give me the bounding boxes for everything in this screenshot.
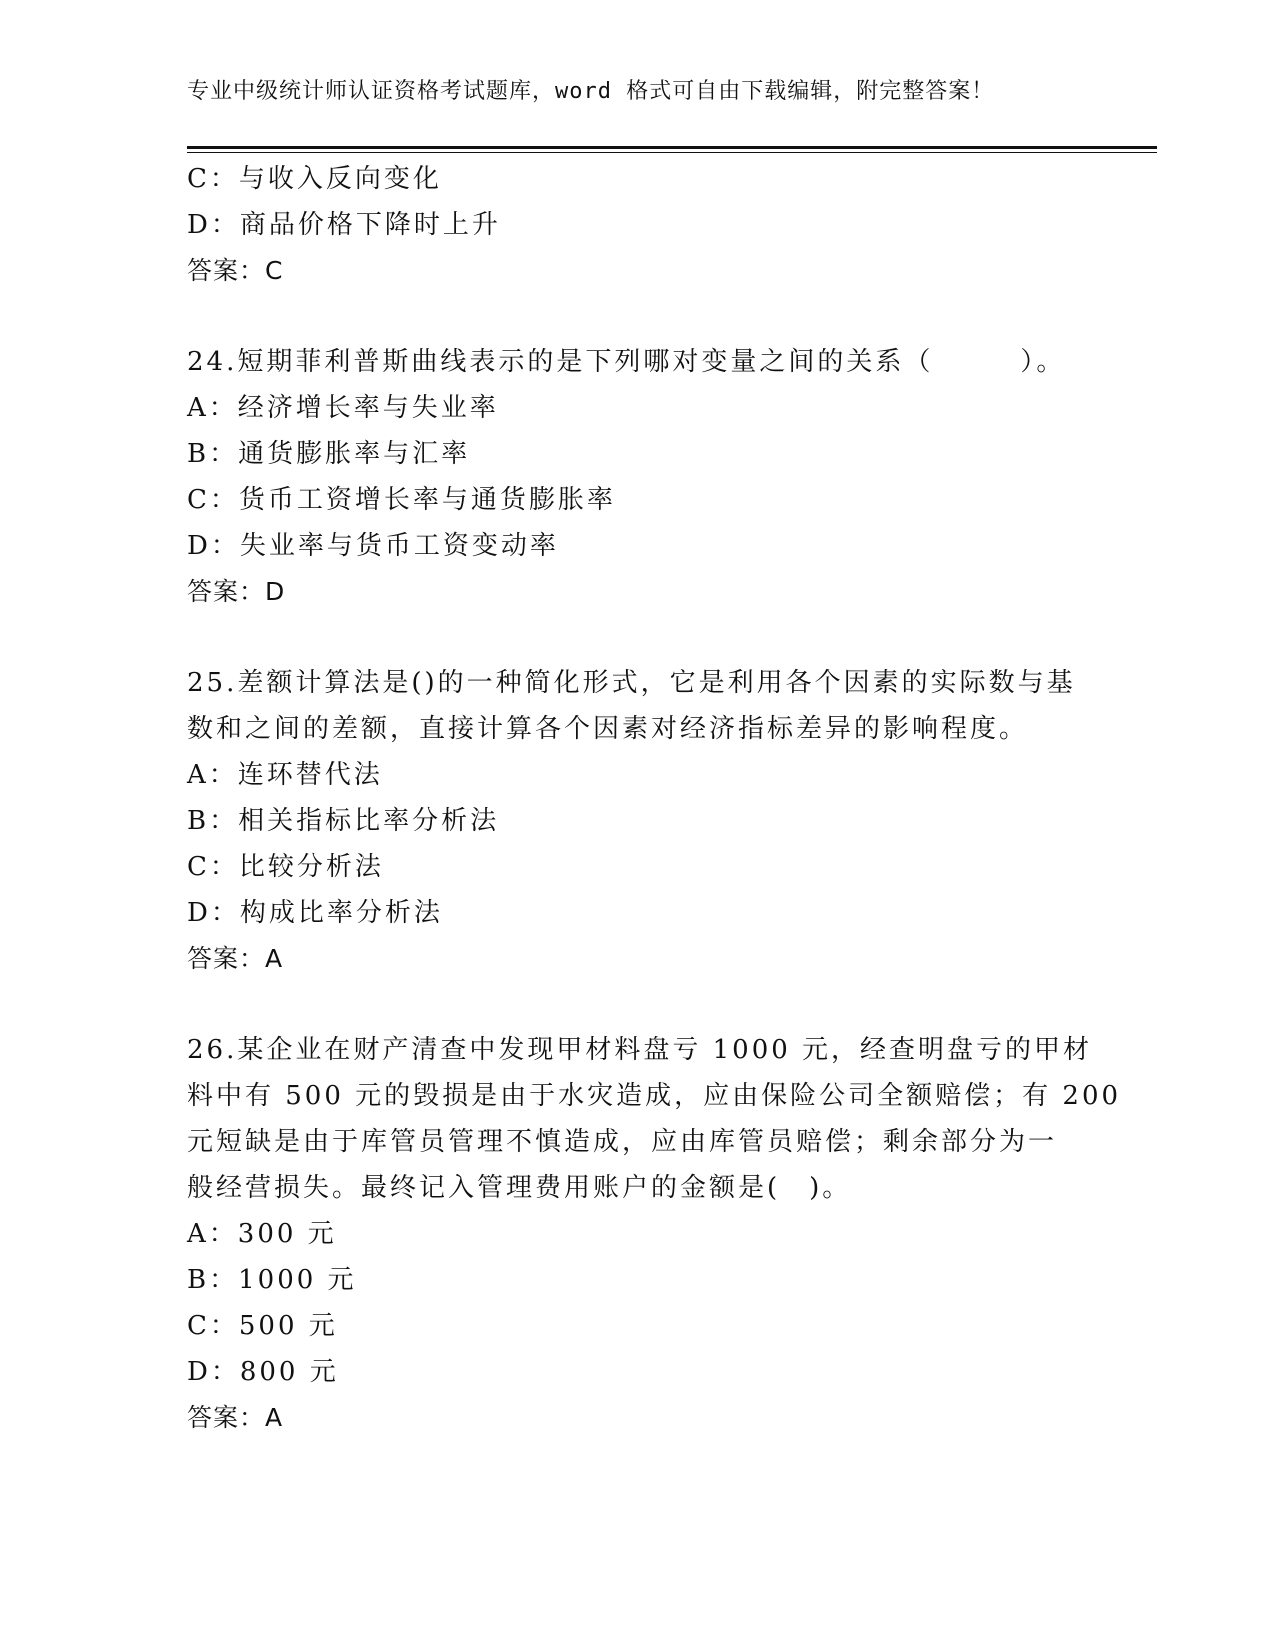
option-c: C：货币工资增长率与通货膨胀率 [187,485,616,515]
question-stem: 元短缺是由于库管员管理不慎造成，应由库管员赔偿；剩余部分为一 [187,1127,1058,1157]
option-a: A：300 元 [187,1219,337,1249]
question-content [187,156,1122,1441]
question-stem: 数和之间的差额，直接计算各个因素对经济指标差异的影响程度。 [187,714,1029,744]
option-a: A：经济增长率与失业率 [187,393,499,423]
question-block-26 [187,1027,1122,1441]
answer-line: 答案：A [187,1403,284,1432]
option-b: B：1000 元 [187,1265,357,1295]
page-header: 专业中级统计师认证资格考试题库，word 格式可自由下载编辑，附完整答案！ [187,79,995,104]
option-d: D：商品价格下降时上升 [187,210,501,240]
question-block-25 [187,660,1087,982]
option-d: D：800 元 [187,1357,339,1387]
question-stem: 般经营损失。最终记入管理费用账户的金额是( )。 [187,1173,852,1203]
spacer [187,615,1087,660]
option-d: D：失业率与货币工资变动率 [187,531,559,561]
option-c: C：与收入反向变化 [187,164,442,194]
question-stem: 料中有 500 元的毁损是由于水灾造成，应由保险公司全额赔偿；有 200 [187,1081,1122,1111]
option-c: C：比较分析法 [187,852,384,882]
header-rule-thin [187,152,1157,153]
question-block-prev [187,156,1087,294]
question-stem: 26.某企业在财产清查中发现甲材料盘亏 1000 元，经查明盘亏的甲材 [187,1035,1093,1065]
header-rule-thick [187,146,1157,149]
answer-line: 答案：A [187,944,284,973]
spacer [187,294,1087,339]
question-block-24 [187,339,1087,615]
answer-line: 答案：C [187,256,284,285]
question-stem: 24.短期菲利普斯曲线表示的是下列哪对变量之间的关系（ ）。 [187,347,1066,377]
question-stem: 25.差额计算法是()的一种简化形式，它是利用各个因素的实际数与基 [187,668,1076,698]
answer-line: 答案：D [187,577,286,606]
option-c: C：500 元 [187,1311,338,1341]
option-a: A：连环替代法 [187,760,383,790]
option-b: B：相关指标比率分析法 [187,806,500,836]
option-b: B：通货膨胀率与汇率 [187,439,471,469]
spacer [187,982,1087,1027]
option-d: D：构成比率分析法 [187,898,443,928]
